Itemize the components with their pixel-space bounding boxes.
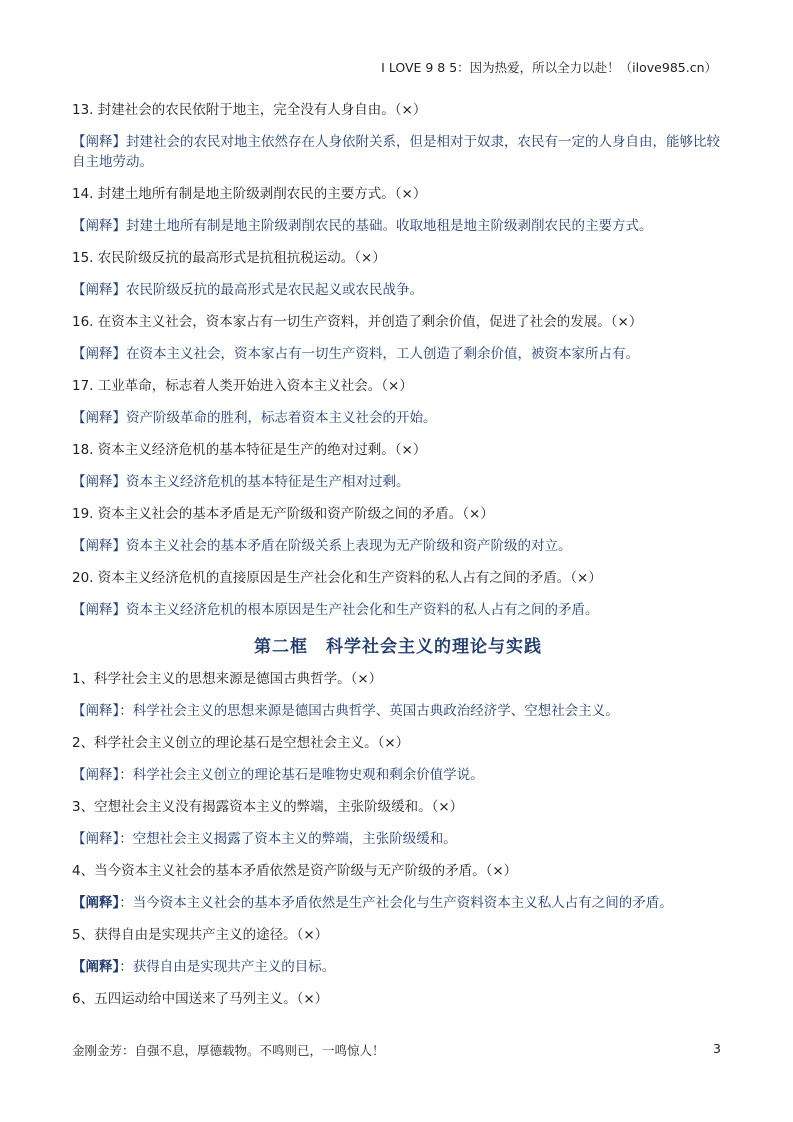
explanation-text: 封建土地所有制是地主阶级剥削农民的基础。收取地租是地主阶级剥削农民的主要方式。 <box>126 218 653 234</box>
page-number: 3 <box>713 1041 721 1056</box>
explanation <box>72 132 724 172</box>
question-text: 18. 资本主义经济危机的基本特征是生产的绝对过剩。（×） <box>72 442 427 458</box>
question <box>72 184 724 204</box>
explanation-tag: 【阐释】 <box>72 767 120 783</box>
explanation-text: ：空想社会主义揭露了资本主义的弊端，主张阶级缓和。 <box>119 831 457 847</box>
explanation-tag: 【阐释】 <box>72 959 120 975</box>
page-header: I LOVE 9 8 5：因为热爱，所以全力以赴！（ilove985.cn） <box>381 60 717 75</box>
explanation-text: 资本主义社会的基本矛盾在阶级关系上表现为无产阶级和资产阶级的对立。 <box>126 538 572 554</box>
question-text: 20. 资本主义经济危机的直接原因是生产社会化和生产资料的私人占有之间的矛盾。（×） <box>72 570 602 586</box>
question-text: 15. 农民阶级反抗的最高形式是抗租抗税运动。（×） <box>72 250 386 266</box>
explanation-tag: 【阐释】 <box>72 346 126 362</box>
question-text: 5、获得自由是实现共产主义的途径。（×） <box>72 927 329 943</box>
question <box>72 312 724 332</box>
explanation-tag: 【阐释】 <box>72 895 120 911</box>
explanation <box>72 216 724 236</box>
explanation-tag: 【阐释】 <box>72 831 120 847</box>
explanation <box>72 765 724 785</box>
explanation-text: 封建社会的农民对地主依然存在人身依附关系，但是相对于奴隶，农民有一定的人身自由，能够比较自主地劳动。 <box>72 134 720 170</box>
question <box>72 248 724 268</box>
explanation <box>72 472 724 492</box>
explanation-text: 农民阶级反抗的最高形式是农民起义或农民战争。 <box>126 282 423 298</box>
question <box>72 989 724 1009</box>
part2-list <box>72 669 724 1009</box>
explanation <box>72 701 724 721</box>
question <box>72 440 724 460</box>
question-text: 13. 封建社会的农民依附于地主，完全没有人身自由。（×） <box>72 102 427 118</box>
explanation-tag: 【阐释】 <box>72 134 126 150</box>
explanation <box>72 408 724 428</box>
explanation-tag: 【阐释】 <box>72 474 126 490</box>
explanation <box>72 280 724 300</box>
explanation-tag: 【阐释】 <box>72 703 120 719</box>
question <box>72 669 724 689</box>
question-text: 16. 在资本主义社会，资本家占有一切生产资料，并创造了剩余价值，促进了社会的发展。（×） <box>72 314 643 330</box>
question <box>72 376 724 396</box>
part1-list <box>72 100 724 620</box>
explanation-text: ：当今资本主义社会的基本矛盾依然是生产社会化与生产资料资本主义私人占有之间的矛盾。 <box>119 895 673 911</box>
question-text: 14. 封建土地所有制是地主阶级剥削农民的主要方式。（×） <box>72 186 427 202</box>
explanation-tag: 【阐释】 <box>72 218 126 234</box>
explanation-text: ：科学社会主义创立的理论基石是唯物史观和剩余价值学说。 <box>119 767 484 783</box>
question-text: 1、科学社会主义的思想来源是德国古典哲学。（×） <box>72 671 383 687</box>
explanation-text: 资产阶级革命的胜利，标志着资本主义社会的开始。 <box>126 410 437 426</box>
question <box>72 733 724 753</box>
question-text: 6、五四运动给中国送来了马列主义。（×） <box>72 991 329 1007</box>
explanation-text: 资本主义经济危机的基本特征是生产相对过剩。 <box>126 474 410 490</box>
explanation-text: 在资本主义社会，资本家占有一切生产资料，工人创造了剩余价值，被资本家所占有。 <box>126 346 639 362</box>
explanation <box>72 536 724 556</box>
document-body <box>72 100 724 1021</box>
question <box>72 861 724 881</box>
question <box>72 100 724 120</box>
explanation <box>72 829 724 849</box>
explanation-text: ：科学社会主义的思想来源是德国古典哲学、英国古典政治经济学、空想社会主义。 <box>119 703 619 719</box>
question <box>72 568 724 588</box>
explanation-tag: 【阐释】 <box>72 410 126 426</box>
question <box>72 797 724 817</box>
explanation <box>72 957 724 977</box>
explanation <box>72 600 724 620</box>
section-title: 第二框 科学社会主义的理论与实践 <box>254 637 542 657</box>
question <box>72 925 724 945</box>
explanation <box>72 893 724 913</box>
question-text: 3、空想社会主义没有揭露资本主义的弊端，主张阶级缓和。（×） <box>72 799 464 815</box>
question <box>72 504 724 524</box>
explanation-tag: 【阐释】 <box>72 602 126 618</box>
explanation-tag: 【阐释】 <box>72 538 126 554</box>
footer-motto: 金刚金芳：自强不息，厚德载物。不鸣则已，一鸣惊人！ <box>72 1043 385 1058</box>
explanation <box>72 344 724 364</box>
question-text: 17. 工业革命，标志着人类开始进入资本主义社会。（×） <box>72 378 413 394</box>
question-text: 19. 资本主义社会的基本矛盾是无产阶级和资产阶级之间的矛盾。（×） <box>72 506 494 522</box>
explanation-tag: 【阐释】 <box>72 282 126 298</box>
explanation-text: ：获得自由是实现共产主义的目标。 <box>119 959 336 975</box>
question-text: 4、当今资本主义社会的基本矛盾依然是资产阶级与无产阶级的矛盾。（×） <box>72 863 518 879</box>
explanation-text: 资本主义经济危机的根本原因是生产社会化和生产资料的私人占有之间的矛盾。 <box>126 602 599 618</box>
question-text: 2、科学社会主义创立的理论基石是空想社会主义。（×） <box>72 735 410 751</box>
